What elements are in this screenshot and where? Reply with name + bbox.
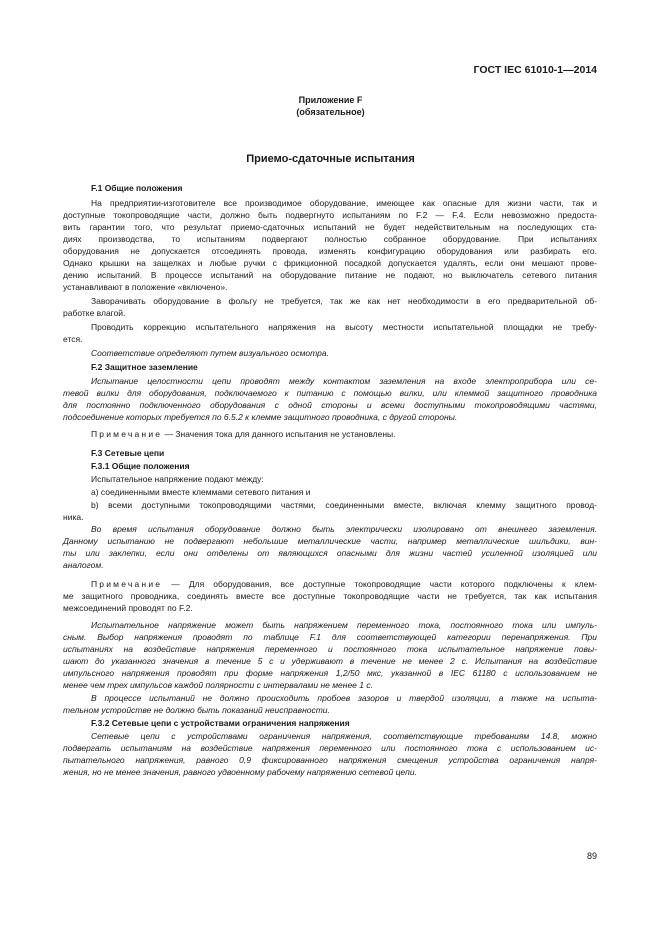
paragraph-line: тевой вилки для оборудования, подключаемого к питанию с помощью вилки, или клеммой защитного проводника — [63, 388, 597, 398]
paragraph-line: аналогом. — [63, 560, 104, 570]
paragraph-line: пытательного напряжения, равного 0,9 фиксированного напряжения смещения устройства ограничения напря- — [63, 755, 597, 765]
section-heading-f1: F.1 Общие положения — [91, 183, 183, 193]
paragraph-line: ется. — [63, 334, 83, 344]
paragraph-line: На предприятии-изготовителе все производимое оборудование, имеющее как опасные для жизни части, так и — [91, 198, 597, 208]
note: Примечание — Для оборудования, все доступные токопроводящие части которого подключены к клем- — [91, 579, 597, 589]
paragraph-line: диях производства, то испытаниям подвергают полностью собранное оборудование. При испытаниях — [63, 234, 597, 244]
paragraph-line: сным. Выбор напряжения проводят по таблице F.1 для соответствующей категории перенапряжения. При — [63, 632, 597, 642]
paragraph-line: Сетевые цепи с устройствами ограничения напряжения, соответствующие требованиям 14.8, можно — [91, 731, 597, 741]
section-heading-f2: F.2 Защитное заземление — [91, 362, 198, 372]
paragraph-line: Заворачивать оборудование в фольгу не требуется, так же как нет необходимости в его предварительной об- — [91, 296, 597, 306]
paragraph-line: шают до указанного значения в течение 5 с и удерживают в течение не менее 2 с. Испытания на воздействие — [63, 656, 597, 666]
annex-status: (обязательное) — [296, 107, 365, 117]
annex-title: Приемо-сдаточные испытания — [246, 153, 415, 165]
paragraph-line: Во время испытания оборудование должно быть электрически изолировано от внешнего заземления. — [91, 524, 597, 534]
list-item: b) всеми доступными токопроводящими частями, соединенными вместе, включая клемму защитного провод- — [91, 500, 597, 510]
paragraph-line: Однако крышки на защелках и любые ручки с фрикционной посадкой допускается удалять, если они мешают прове- — [63, 258, 597, 268]
paragraph-line: подвергать испытаниям на воздействие напряжения переменного или постоянного тока с использованием ис- — [63, 743, 597, 753]
paragraph-line: испытаниях на воздействие напряжения переменного и постоянного тока испытательное напряжение повы- — [63, 644, 597, 654]
paragraph-line: ника. — [63, 512, 84, 522]
paragraph-line: Испытательное напряжение может быть напряжением переменного тока, постоянного тока или импуль- — [91, 620, 597, 630]
paragraph-line: оборудования не допускается отсоединять провода, изменять конфигурацию оборудования или разбирать его. — [63, 246, 597, 256]
paragraph-line: жения, но не менее значения, равного удвоенному рабочему напряжению сетевой цепи. — [63, 767, 417, 777]
document-header: ГОСТ IEC 61010-1—2014 — [473, 64, 597, 76]
paragraph-line: Испытательное напряжение подают между: — [91, 474, 264, 484]
paragraph-line: работке влагой. — [63, 308, 126, 318]
paragraph-line: импульсного напряжения проводят при форме напряжения 1,2/50 мкс, указанной в IEC 61180 с использованием не — [63, 668, 597, 678]
note-line: межсоединений проводят по F.2. — [63, 603, 193, 613]
paragraph-line: Испытание целостности цепи проводят между контактом заземления на входе электроприбора или се- — [91, 376, 597, 386]
compliance-statement: Соответствие определяют путем визуального осмотра. — [91, 348, 329, 358]
paragraph-line: ты или заклепки, если они отделены от являющихся опасными для жизни частей усиленной изоляцией или — [63, 548, 597, 558]
section-heading-f3: F.3 Сетевые цепи — [91, 448, 165, 458]
paragraph-line: доступные токопроводящие части, должно быть подвергнуто испытаниям по F.2 — F.4. Если невозможно предоста- — [63, 210, 597, 220]
paragraph-line: устанавливают в положение «включено». — [63, 282, 228, 292]
section-heading-f3-2: F.3.2 Сетевые цепи с устройствами ограничения напряжения — [91, 718, 350, 728]
note-line: ме защитного проводника, соединять вместе все доступные токопроводящие части не требуется, так как испытания — [63, 591, 597, 601]
paragraph-line: менее чем трех импульсов каждой полярности с интервалами не менее 1 с. — [63, 680, 373, 690]
paragraph-line: тельном устройстве не должно быть показаний неисправности. — [63, 705, 330, 715]
paragraph-line: В процессе испытаний не должно происходить пробоев зазоров и твердой изоляции, а также на испыта- — [91, 693, 597, 703]
page-number: 89 — [586, 851, 597, 861]
list-item: a) соединенными вместе клеммами сетевого питания и — [91, 487, 311, 497]
paragraph-line: подсоединение которых требуется по 6.5.2 к клемме защитного проводника, с другой стороны. — [63, 412, 458, 422]
paragraph-line: вить гарантии того, что результат приемо-сдаточных испытаний не будет недействительным на последующих ста- — [63, 222, 597, 232]
note: Примечание — Значения тока для данного испытания не установлены. — [91, 429, 396, 439]
paragraph-line: Данному испытанию не подвергают небольшие металлические части, например металлические шильдики, вин- — [63, 536, 597, 546]
note-label: Примечание — [91, 429, 163, 439]
annex-label: Приложение F — [298, 95, 363, 105]
paragraph-line: Проводить коррекцию испытательного напряжения на высоту местности испытательной площадки не требу- — [91, 322, 597, 332]
section-heading-f3-1: F.3.1 Общие положения — [91, 461, 190, 471]
paragraph-line: дению испытаний. В процессе испытаний на оборудование питание не подают, но выключатель сетевого питания — [63, 270, 597, 280]
note-label: Примечание — [91, 579, 163, 589]
paragraph-line: для постоянно подключенного оборудования с одной стороны и всеми доступными токопроводящими частями, — [63, 400, 597, 410]
